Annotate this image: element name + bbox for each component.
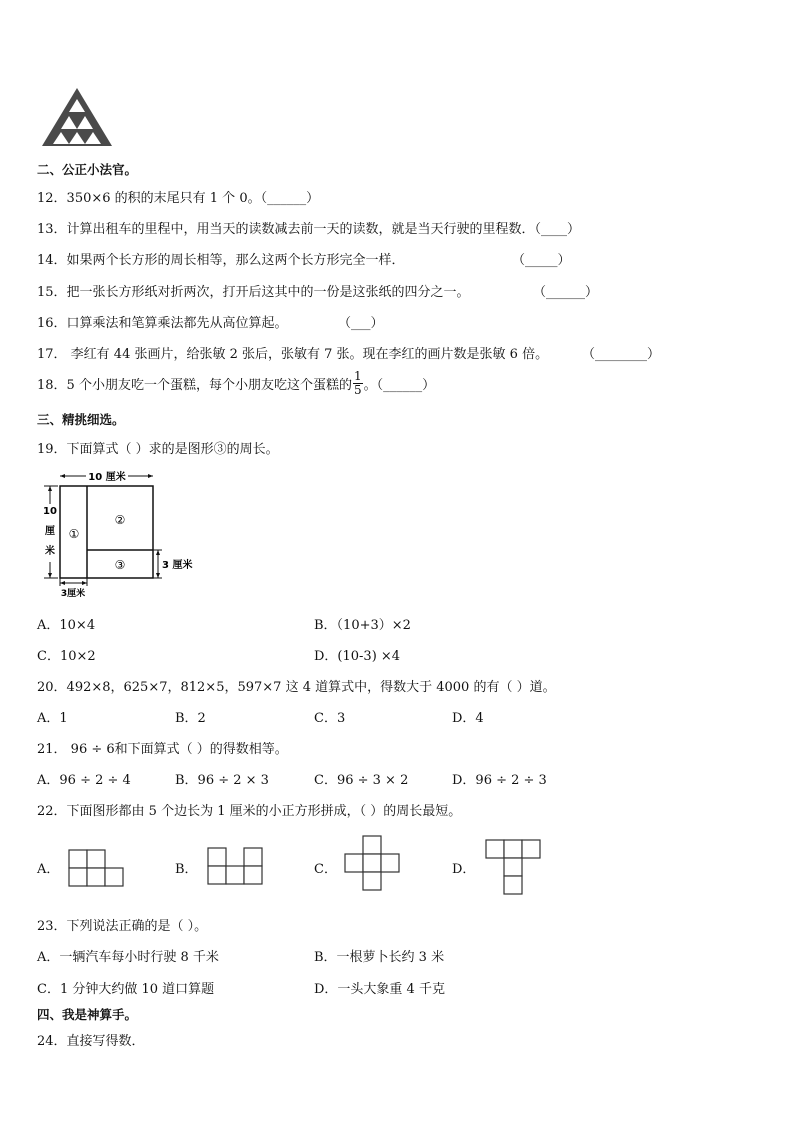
section-heading-3: 三、精挑细选。 xyxy=(37,412,125,427)
question-17: 17． 李红有 44 张画片，给张敏 2 张后，张敏有 7 张。现在李红的画片数是张敏 6 倍。 xyxy=(37,347,549,362)
region-2-label: ② xyxy=(114,513,126,527)
question-13: 13．计算出租车的里程中，用当天的读数减去前一天的读数，就是当天行驶的里程数．（____） xyxy=(37,222,581,237)
option-21-d[interactable]: D．96 ÷ 2 ÷ 3 xyxy=(452,773,547,788)
region-1-label: ① xyxy=(68,527,80,541)
dim-left-unit-2: 米 xyxy=(45,546,55,557)
region-3-label: ③ xyxy=(114,558,126,572)
dim-left-number: 10 xyxy=(43,506,57,517)
option-21-a[interactable]: A．96 ÷ 2 ÷ 4 xyxy=(37,773,131,788)
question-14: 14．如果两个长方形的周长相等，那么这两个长方形完全一样． xyxy=(37,253,405,268)
question-20: 20．492×8，625×7，812×5，597×7 这 4 道算式中，得数大于 4000 的有（ ）道。 xyxy=(37,680,556,695)
question-23: 23．下列说法正确的是（ ）。 xyxy=(37,919,208,934)
answer-blank-16[interactable]: （___） xyxy=(338,316,384,331)
fraction-denominator: 5 xyxy=(353,383,362,397)
option-19-d[interactable]: D．(10-3) ×4 xyxy=(314,649,401,664)
option-20-b[interactable]: B．2 xyxy=(175,711,206,726)
option-19-c[interactable]: C．10×2 xyxy=(37,649,96,664)
fraction-one-fifth xyxy=(353,370,363,397)
question-18-text: 18．5 个小朋友吃一个蛋糕，每个小朋友吃这个蛋糕的 xyxy=(37,378,352,393)
question-18 xyxy=(37,369,436,399)
question-21: 21． 96 ÷ 6和下面算式（ ）的得数相等。 xyxy=(37,742,288,757)
dim-left-unit-1: 厘 xyxy=(45,526,55,537)
question-24: 24．直接写得数． xyxy=(37,1034,145,1049)
option-20-c[interactable]: C．3 xyxy=(314,711,346,726)
dim-top-label: 10 厘米 xyxy=(88,472,126,483)
answer-blank-17[interactable]: （________） xyxy=(582,347,661,362)
option-21-c[interactable]: C．96 ÷ 3 × 2 xyxy=(314,773,409,788)
shape-b-figure xyxy=(207,846,265,888)
option-19-b[interactable]: B．（10+3）×2 xyxy=(314,618,411,633)
option-23-d[interactable]: D．一头大象重 4 千克 xyxy=(314,982,445,997)
option-22-b[interactable]: B． xyxy=(175,862,198,877)
triangle-figure xyxy=(40,86,114,148)
option-23-c[interactable]: C．1 分钟大约做 10 道口算题 xyxy=(37,982,215,997)
option-22-d[interactable]: D． xyxy=(452,862,476,877)
option-22-c[interactable]: C． xyxy=(314,862,337,877)
option-20-a[interactable]: A．1 xyxy=(37,711,68,726)
option-23-a[interactable]: A．一辆汽车每小时行驶 8 千米 xyxy=(37,950,219,965)
option-21-b[interactable]: B．96 ÷ 2 × 3 xyxy=(175,773,269,788)
question-19: 19．下面算式（ ）求的是图形③的周长。 xyxy=(37,442,279,457)
question-16: 16．口算乘法和笔算乘法都先从高位算起。 xyxy=(37,316,288,331)
option-19-a[interactable]: A．10×4 xyxy=(37,618,96,633)
shape-a-figure xyxy=(68,848,126,888)
option-23-b[interactable]: B．一根萝卜长约 3 米 xyxy=(314,950,445,965)
answer-blank-18[interactable]: 。（______） xyxy=(363,378,436,393)
option-20-d[interactable]: D．4 xyxy=(452,711,484,726)
dim-bottom-label: 3厘米 xyxy=(60,589,86,599)
dim-right-label: 3 厘米 xyxy=(162,560,193,571)
shape-c-figure xyxy=(344,834,402,894)
rectangle-figure xyxy=(40,466,200,600)
fraction-numerator: 1 xyxy=(353,369,362,383)
shape-d-figure xyxy=(485,838,543,898)
answer-blank-15[interactable]: （______） xyxy=(533,285,599,300)
section-heading-4: 四、我是神算手。 xyxy=(37,1007,138,1022)
question-15: 15．把一张长方形纸对折两次，打开后这其中的一份是这张纸的四分之一。 xyxy=(37,285,470,300)
option-22-a[interactable]: A． xyxy=(37,862,60,877)
question-12: 12．350×6 的积的末尾只有 1 个 0。（______） xyxy=(37,191,320,206)
question-22: 22．下面图形都由 5 个边长为 1 厘米的小正方形拼成，（ ）的周长最短。 xyxy=(37,804,462,819)
section-heading-2: 二、公正小法官。 xyxy=(37,162,138,177)
answer-blank-14[interactable]: （_____） xyxy=(512,253,571,268)
